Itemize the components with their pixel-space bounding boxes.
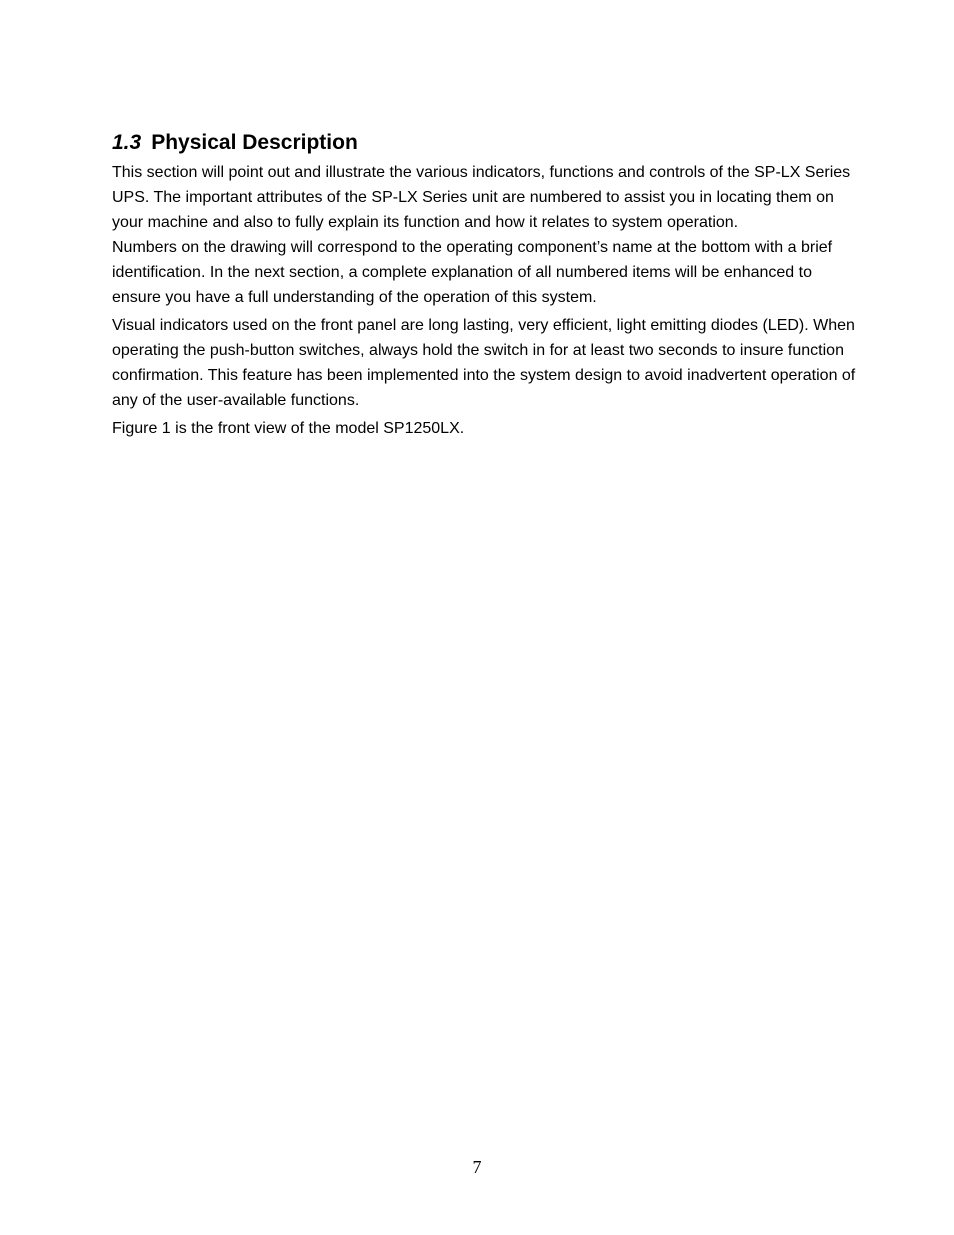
page-number: 7 [472,1157,482,1177]
paragraph-intro: This section will point out and illustrate the various indicators, functions and controls of the SP-LX Series UPS. The important attributes of the SP-LX Series unit are numbered to assist you in locating them on your machine and also to fully explain its function and how it relates to system operation. [112,164,851,231]
section-heading [112,130,857,156]
section-number: 1.3 [112,131,142,154]
paragraph-figure-reference: Figure 1 is the front view of the model SP1250LX. [112,420,465,437]
paragraph-indicators: Visual indicators used on the front panel are long lasting, very efficient, light emitting diodes (LED). When operating the push-button switches, always hold the switch in for at least two seconds to insure function confirmation. This feature has been implemented into the system design to avoid inadvertent operation of any of the user-available functions. [112,317,856,409]
page-content [112,130,857,441]
paragraph-numbering: Numbers on the drawing will correspond to the operating component’s name at the bottom with a brief identification. In the next section, a complete explanation of all numbered items will be enhanced to ensure you have a full understanding of the operation of this system. [112,239,833,306]
section-title: Physical Description [151,131,358,154]
